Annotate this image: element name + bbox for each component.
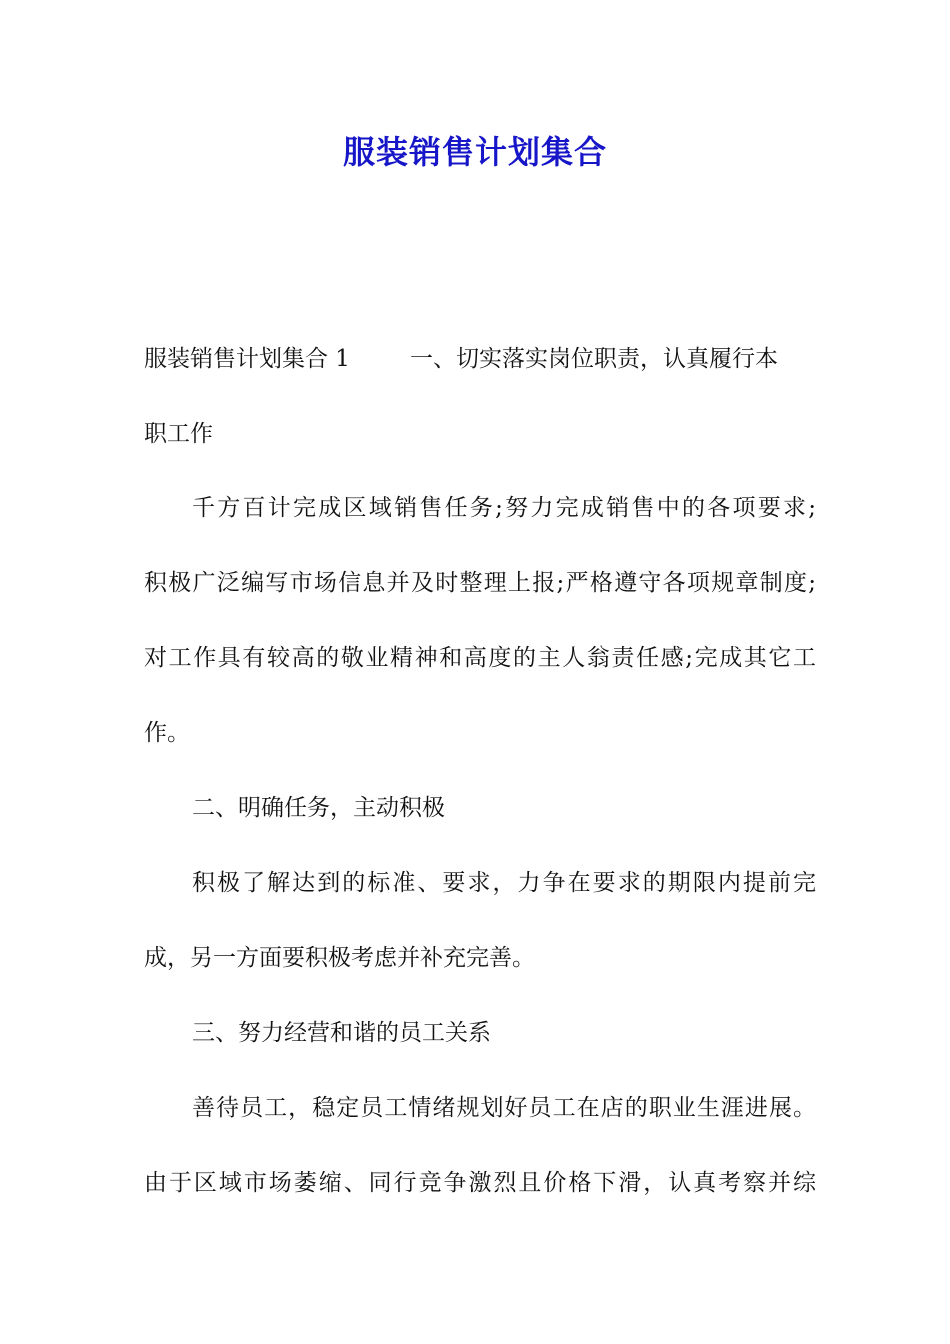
paragraph-line: 善待员工，稳定员工情绪规划好员工在店的职业生涯进展。 bbox=[192, 1095, 816, 1121]
paragraph-line: 成，另一方面要积极考虑并补充完善。 bbox=[144, 945, 535, 971]
document-title: 服装销售计划集合 bbox=[342, 133, 607, 171]
paragraph-line: 职工作 bbox=[144, 421, 213, 447]
paragraph-line: 对工作具有较高的敬业精神和高度的主人翁责任感;完成其它工 bbox=[144, 645, 816, 671]
paragraph-line: 由于区域市场萎缩、同行竞争激烈且价格下滑，认真考察并综 bbox=[144, 1170, 816, 1196]
paragraph-line: 千方百计完成区域销售任务;努力完成销售中的各项要求; bbox=[192, 495, 816, 521]
paragraph-line: 积极广泛编写市场信息并及时整理上报;严格遵守各项规章制度; bbox=[144, 570, 816, 596]
section-heading-text: 一、切实落实岗位职责，认真履行本 bbox=[409, 346, 778, 372]
paragraph-line: 作。 bbox=[144, 720, 190, 746]
section-heading: 二、明确任务，主动积极 bbox=[192, 795, 445, 821]
paragraph-line: 积极了解达到的标准、要求，力争在要求的期限内提前完 bbox=[192, 870, 816, 896]
section-heading-label: 服装销售计划集合 1 bbox=[144, 346, 350, 372]
section-heading: 三、努力经营和谐的员工关系 bbox=[192, 1020, 491, 1046]
paragraph-line bbox=[144, 341, 816, 377]
